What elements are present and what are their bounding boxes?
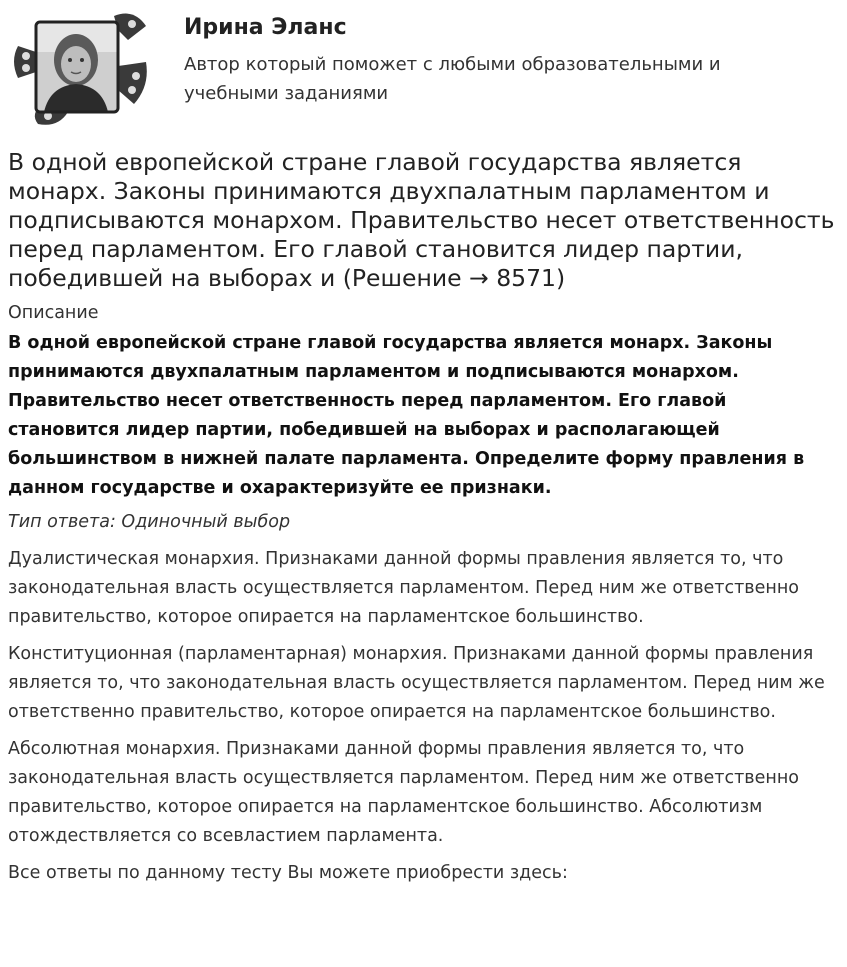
answer-option: Дуалистическая монархия. Признаками данной формы правления является то, что законодательная власть осуществляется парламентом. Перед ним же ответственно правительство, которое опирается на парламентское большинство. [8,549,799,627]
page-title: В одной европейской стране главой государства является монарх. Законы принимаются двухпалатным парламентом и подписываются монархом. Правительство несет ответственность перед парламентом. Его главой становится лидер партии, победившей на выборах и (Решение → 8571) [8,148,835,292]
answer-type: Тип ответа: Одиночный выбор [8,512,291,532]
answer-option: Конституционная (парламентарная) монархия. Признаками данной формы правления является то, что законодательная власть осуществляется парламентом. Перед ним же ответственно правительство, которое опирается на парламентское большинство. [8,644,825,722]
author-card [8,6,838,130]
question-text: В одной европейской стране главой государства является монарх. Законы принимаются двухпалатным парламентом и подписываются монархом. Правительство несет ответственность перед парламентом. Его главой становится лидер партии, победившей на выборах и располагающей большинством в нижней палате парламента. Определите форму правления в данном государстве и охарактеризуйте ее признаки. [8,333,805,498]
description-label: Описание [8,303,99,323]
author-description: Автор который поможет с любыми образовательными и учебными заданиями [184,54,721,104]
main-content [8,148,840,888]
purchase-note: Все ответы по данному тесту Вы можете приобрести здесь: [8,863,568,883]
author-name: Ирина Эланс [184,15,347,40]
author-avatar [8,6,152,128]
answer-option: Абсолютная монархия. Признаками данной формы правления является то, что законодательная власть осуществляется парламентом. Перед ним же ответственно правительство, которое опирается на парламентское большинство. Абсолютизм отождествляется со всевластием парламента. [8,739,799,846]
